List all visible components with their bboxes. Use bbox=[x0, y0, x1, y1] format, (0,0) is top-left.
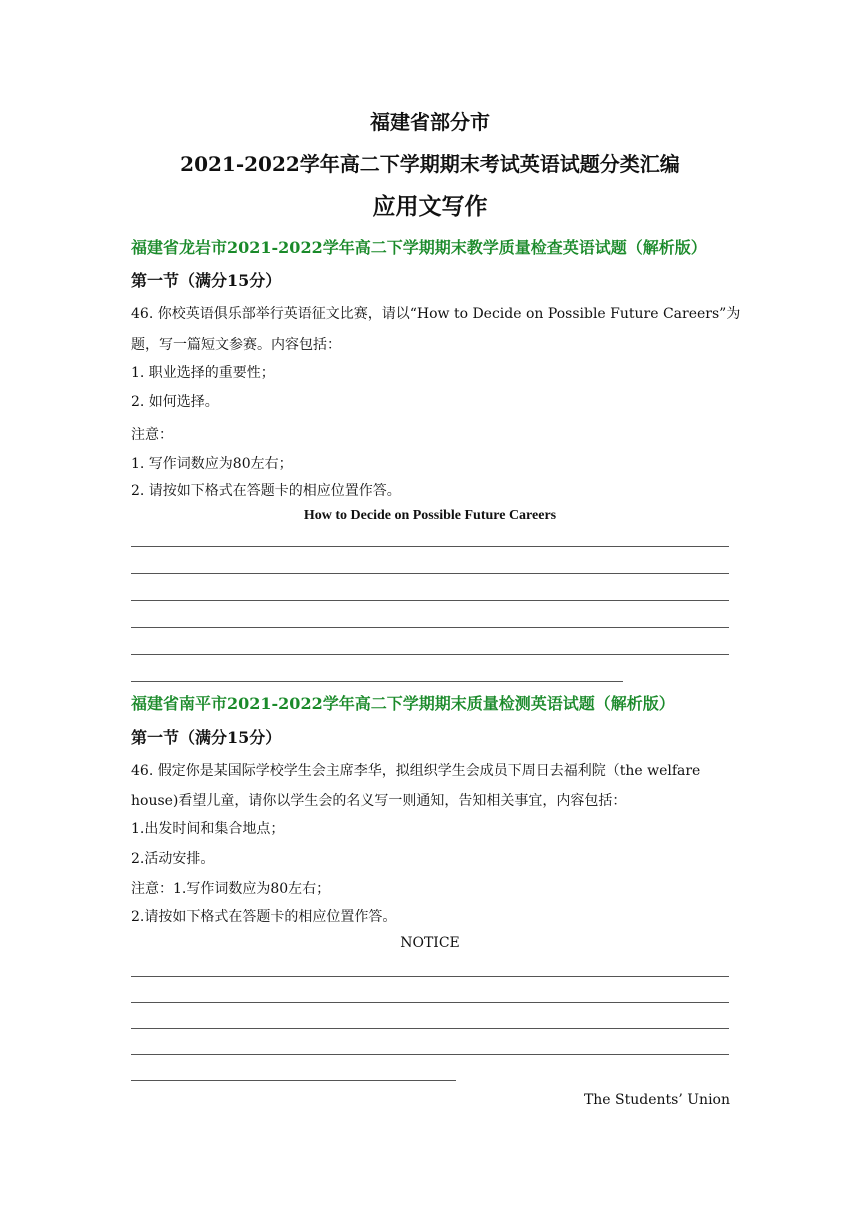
section1-note2: 2. 请按如下格式在答题卡的相应位置作答。 bbox=[131, 483, 401, 499]
answer-line bbox=[131, 546, 729, 547]
section2-item2: 2.活动安排。 bbox=[131, 851, 215, 867]
answer-line bbox=[131, 627, 729, 628]
answer-line bbox=[131, 600, 729, 601]
section1-note-label: 注意： bbox=[131, 427, 173, 443]
doc-title-main: 2021-2022学年高二下学期期末考试英语试题分类汇编 bbox=[180, 152, 680, 176]
answer-line bbox=[131, 1080, 456, 1081]
answer-line bbox=[131, 654, 729, 655]
section2-item1: 1.出发时间和集合地点； bbox=[131, 821, 285, 837]
answer-line bbox=[131, 681, 623, 682]
section1-part: 第一节（满分15分） bbox=[131, 271, 282, 290]
answer-line bbox=[131, 976, 729, 977]
answer-line bbox=[131, 1054, 729, 1055]
section1-item2: 2. 如何选择。 bbox=[131, 394, 219, 410]
section1-question-line2: 题，写一篇短文参赛。内容包括： bbox=[131, 337, 341, 353]
section1-source: 福建省龙岩市2021-2022学年高二下学期期末教学质量检查英语试题（解析版） bbox=[131, 238, 707, 257]
section2-question-line1: 46. 假定你是某国际学校学生会主席李华，拟组织学生会成员下周日去福利院（the welfare bbox=[131, 763, 701, 779]
section1-question-line1: 46. 你校英语俱乐部举行英语征文比赛，请以“How to Decide on Possible Future Careers”为 bbox=[131, 306, 741, 322]
section2-part: 第一节（满分15分） bbox=[131, 728, 282, 747]
section1-essay-title: How to Decide on Possible Future Careers bbox=[303, 508, 557, 523]
section2-note1: 注意：1.写作词数应为80左右； bbox=[131, 881, 331, 897]
section2-question-line2: house)看望儿童，请你以学生会的名义写一则通知，告知相关事宜，内容包括： bbox=[131, 793, 627, 809]
answer-line bbox=[131, 1002, 729, 1003]
section2-notice-title: NOTICE bbox=[400, 935, 460, 951]
answer-line bbox=[131, 1028, 729, 1029]
answer-line bbox=[131, 573, 729, 574]
section2-signature: The Students’ Union bbox=[583, 1092, 730, 1108]
section1-item1: 1. 职业选择的重要性； bbox=[131, 365, 275, 381]
doc-title-topic: 应用文写作 bbox=[372, 193, 488, 220]
section1-note1: 1. 写作词数应为80左右； bbox=[131, 456, 293, 472]
doc-title-region: 福建省部分市 bbox=[370, 110, 490, 134]
section2-source: 福建省南平市2021-2022学年高二下学期期末质量检测英语试题（解析版） bbox=[131, 694, 675, 713]
section2-note2: 2.请按如下格式在答题卡的相应位置作答。 bbox=[131, 909, 397, 925]
